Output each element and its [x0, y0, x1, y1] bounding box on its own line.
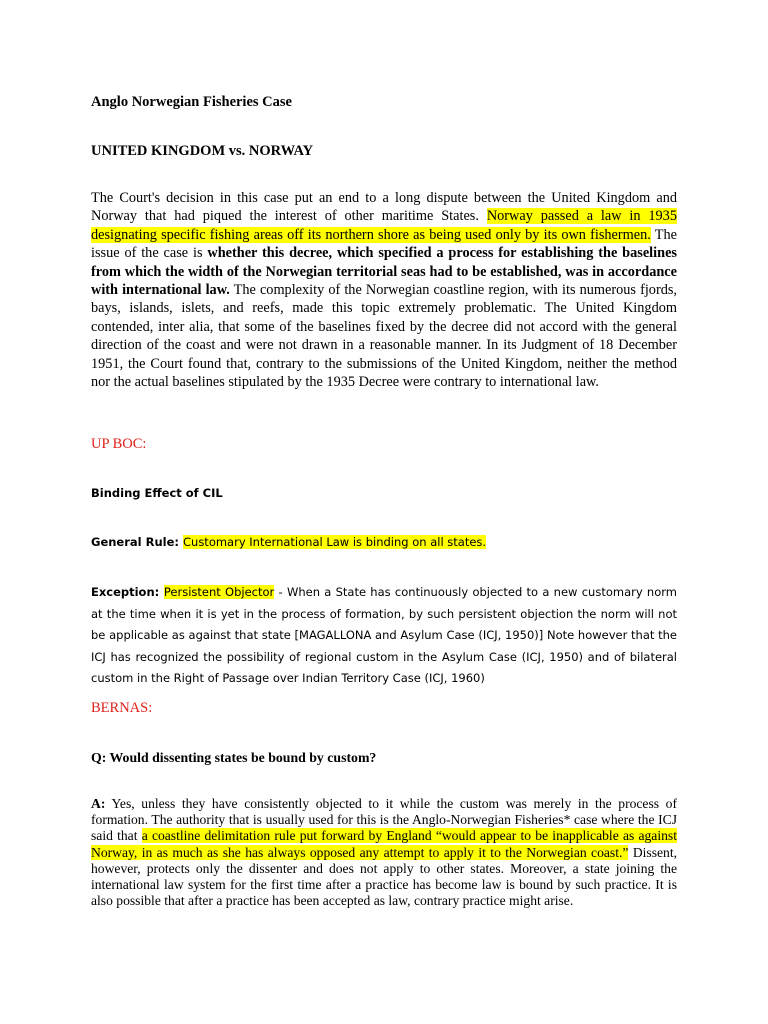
exception-paragraph	[91, 582, 677, 690]
section-heading-bernas: BERNAS:	[91, 700, 153, 716]
exception-label: Exception:	[91, 585, 164, 599]
summary-text-3: The complexity of the Norwegian coastline region, with its numerous fjords, bays, islands, islets, and reefs, made this topic extremely problematic. The United Kingdom contended, inter alia, that some of the baselines fixed by the decree did not accord with the general direction of the coast and were not drawn in a reasonable manner. In its Judgment of 18 December 1951, the Court found that, contrary to the submissions of the United Kingdom, neither the method nor the actual baselines stipulated by the 1935 Decree were contrary to international law.	[91, 282, 677, 391]
exception-highlight: Persistent Objector	[163, 585, 275, 599]
general-rule-label: General Rule:	[91, 535, 183, 549]
question: Q: Would dissenting states be bound by custom?	[91, 750, 377, 765]
general-rule	[91, 535, 677, 549]
case-parties: UNITED KINGDOM vs. NORWAY	[91, 143, 314, 159]
answer-text-2: Dissent, however, protects only the dissenter and does not apply to other states. Moreover, a state joining the international law system for the first time after a practice has become law is bound by such practice. It is also possible that after a practice has been accepted as law, contrary practice might arise.	[91, 844, 677, 909]
summary-issue-bold: whether this decree, which specified a process for establishing the baselines from which the width of the Norwegian territorial seas had to be established, was in accordance with international law.	[91, 245, 677, 299]
summary-text-1: The Court's decision in this case put an end to a long dispute between the United Kingdom and Norway that had piqued the interest of other maritime States.	[91, 190, 677, 225]
answer-label: A:	[91, 796, 106, 811]
general-rule-highlight: Customary International Law is binding on all states.	[183, 535, 487, 549]
section-heading-upboc: UP BOC:	[91, 436, 147, 452]
case-summary-paragraph	[91, 189, 677, 391]
answer-text-1: Yes, unless they have consistently objected to it while the custom was merely in the process of formation. The authority that is usually used for this is the Anglo-Norwegian Fisheries* case where the ICJ said that	[91, 796, 677, 844]
summary-text-2: The issue of the case is	[91, 226, 678, 262]
summary-highlight: Norway passed a law in 1935 designating specific fishing areas off its northern shore as being used only by its own fishermen.	[91, 208, 677, 243]
answer-paragraph	[91, 796, 677, 909]
answer-highlight: a coastline delimitation rule put forward by England “would appear to be inapplicable as against Norway, in as much as she has always opposed any attempt to apply it to the Norwegian coast.”	[91, 828, 677, 860]
binding-effect-heading: Binding Effect of CIL	[91, 486, 223, 500]
document-title: Anglo Norwegian Fisheries Case	[91, 94, 292, 110]
exception-text: - When a State has continuously objected to a new customary norm at the time when it is yet in the process of formation, by such persistent objection the norm will not be applicable as against that state [MAGALLONA and Asylum Case (ICJ, 1950)] Note however that the ICJ has recognized the possibility of regional custom in the Asylum Case (ICJ, 1950) and of bilateral custom in the Right of Passage over Indian Territory Case (ICJ, 1960)	[91, 585, 677, 686]
